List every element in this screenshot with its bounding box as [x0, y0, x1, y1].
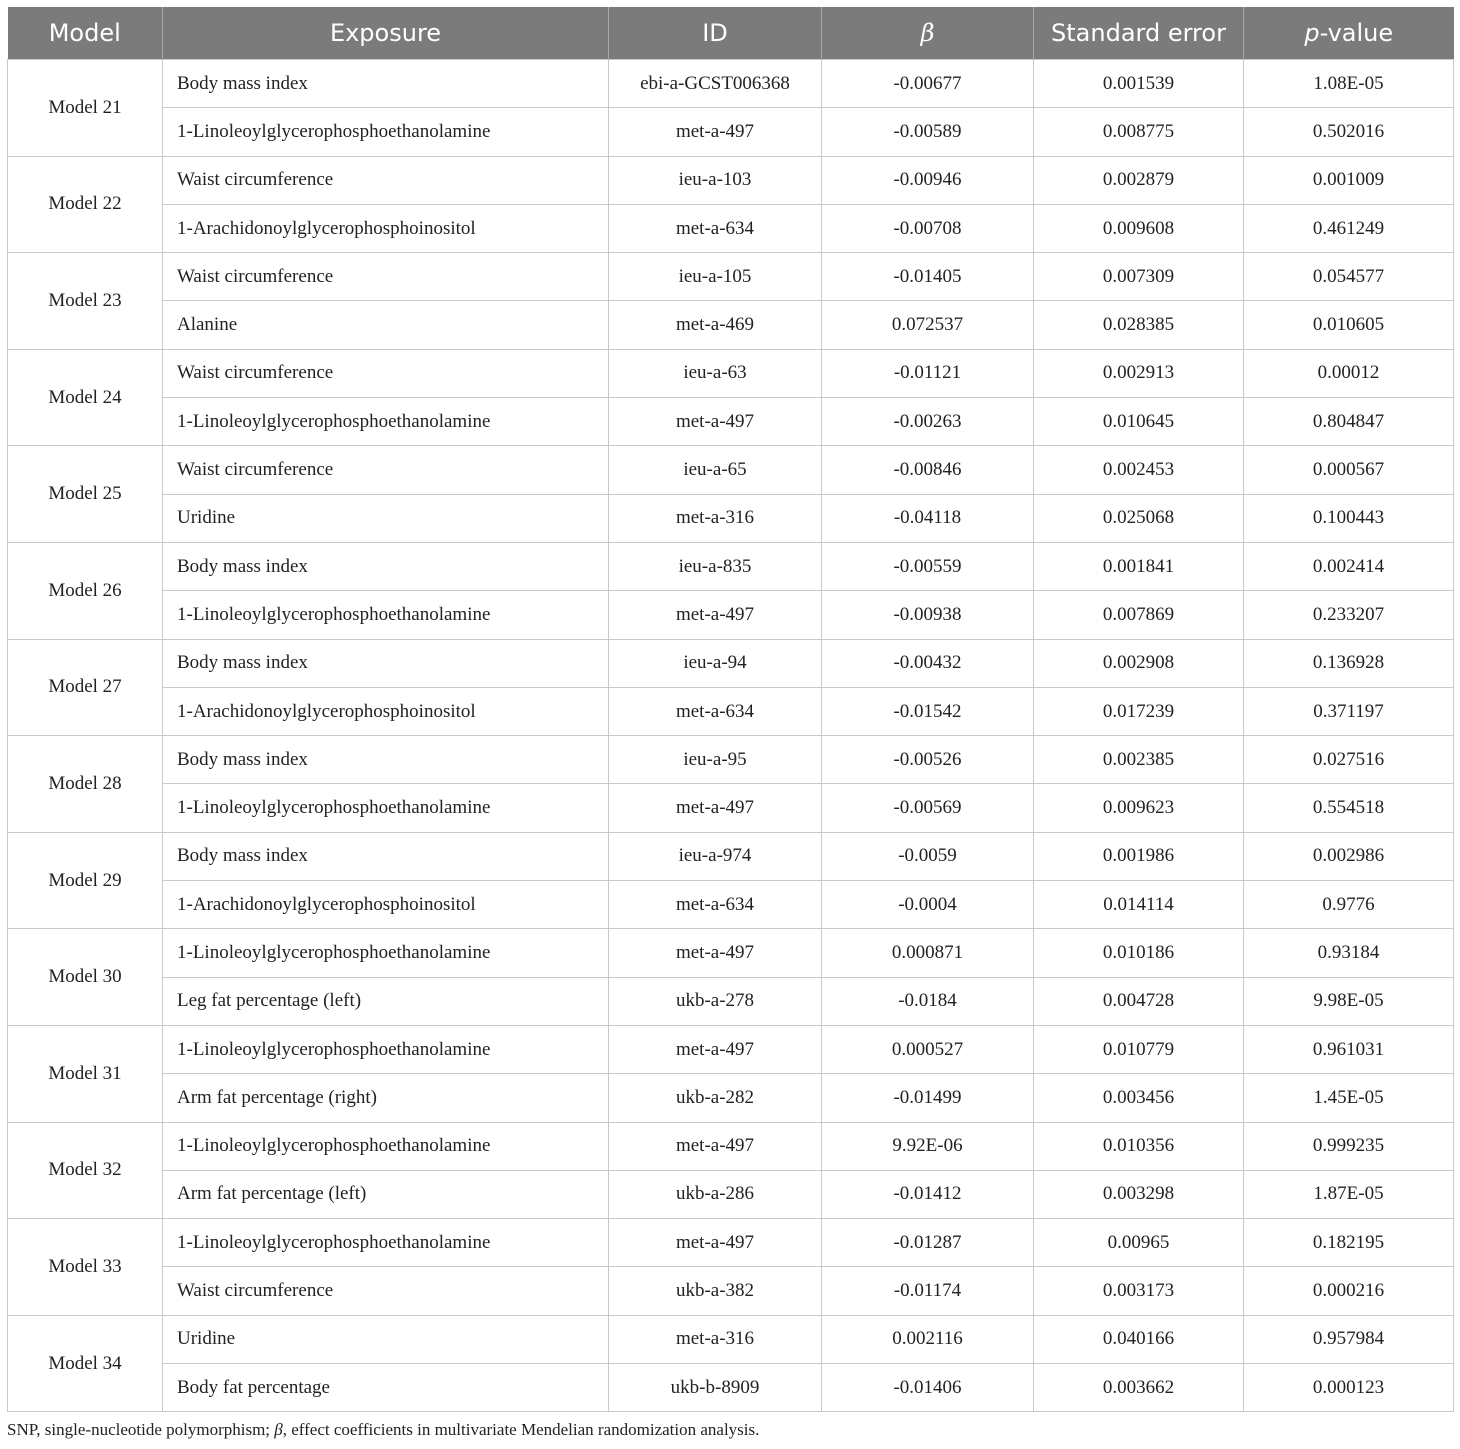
id-cell: met-a-497 [609, 784, 822, 832]
p-value-cell: 0.554518 [1244, 784, 1454, 832]
exposure-cell: 1-Linoleoylglycerophosphoethanolamine [163, 1219, 609, 1267]
beta-cell: -0.00526 [822, 736, 1034, 784]
beta-cell: 0.002116 [822, 1315, 1034, 1363]
standard-error-cell: 0.001539 [1034, 60, 1244, 108]
model-cell: Model 33 [8, 1219, 163, 1316]
standard-error-cell: 0.001986 [1034, 832, 1244, 880]
p-value-cell: 0.961031 [1244, 1025, 1454, 1073]
exposure-cell: 1-Arachidonoylglycerophosphoinositol [163, 687, 609, 735]
p-value-cell: 0.136928 [1244, 639, 1454, 687]
model-cell: Model 31 [8, 1025, 163, 1122]
id-cell: ieu-a-835 [609, 542, 822, 590]
p-value-cell: 0.010605 [1244, 301, 1454, 349]
standard-error-cell: 0.014114 [1034, 881, 1244, 929]
model-cell: Model 21 [8, 60, 163, 157]
standard-error-cell: 0.002913 [1034, 349, 1244, 397]
id-cell: ukb-a-278 [609, 977, 822, 1025]
standard-error-cell: 0.004728 [1034, 977, 1244, 1025]
model-cell: Model 34 [8, 1315, 163, 1412]
exposure-cell: Arm fat percentage (right) [163, 1074, 609, 1122]
id-cell: met-a-469 [609, 301, 822, 349]
id-cell: ukb-a-286 [609, 1170, 822, 1218]
exposure-cell: Uridine [163, 494, 609, 542]
exposure-cell: Body mass index [163, 639, 609, 687]
beta-cell: -0.04118 [822, 494, 1034, 542]
standard-error-cell: 0.010779 [1034, 1025, 1244, 1073]
beta-cell: -0.00432 [822, 639, 1034, 687]
exposure-cell: 1-Arachidonoylglycerophosphoinositol [163, 881, 609, 929]
header-standard-error: Standard error [1034, 7, 1244, 60]
p-value-cell: 0.001009 [1244, 156, 1454, 204]
beta-cell: -0.01499 [822, 1074, 1034, 1122]
table-row [8, 1122, 1454, 1170]
p-value-cell: 0.233207 [1244, 591, 1454, 639]
exposure-cell: 1-Linoleoylglycerophosphoethanolamine [163, 929, 609, 977]
exposure-cell: Waist circumference [163, 253, 609, 301]
table-row [8, 832, 1454, 880]
beta-cell: -0.00677 [822, 60, 1034, 108]
p-value-cell: 0.93184 [1244, 929, 1454, 977]
id-cell: met-a-634 [609, 881, 822, 929]
beta-cell: -0.0059 [822, 832, 1034, 880]
exposure-cell: Arm fat percentage (left) [163, 1170, 609, 1218]
beta-cell: 0.072537 [822, 301, 1034, 349]
beta-cell: 9.92E-06 [822, 1122, 1034, 1170]
id-cell: ieu-a-105 [609, 253, 822, 301]
beta-cell: -0.00938 [822, 591, 1034, 639]
header-row [8, 7, 1454, 60]
table-row [8, 1364, 1454, 1412]
p-value-cell: 0.502016 [1244, 108, 1454, 156]
model-cell: Model 32 [8, 1122, 163, 1219]
exposure-cell: Body mass index [163, 832, 609, 880]
id-cell: met-a-497 [609, 398, 822, 446]
standard-error-cell: 0.003298 [1034, 1170, 1244, 1218]
header-beta: β [822, 7, 1034, 60]
beta-cell: 0.000527 [822, 1025, 1034, 1073]
results-table [7, 7, 1454, 1412]
standard-error-cell: 0.001841 [1034, 542, 1244, 590]
p-value-cell: 1.45E-05 [1244, 1074, 1454, 1122]
p-value-cell: 0.9776 [1244, 881, 1454, 929]
id-cell: met-a-497 [609, 591, 822, 639]
standard-error-cell: 0.002453 [1034, 446, 1244, 494]
exposure-cell: 1-Linoleoylglycerophosphoethanolamine [163, 398, 609, 446]
exposure-cell: Alanine [163, 301, 609, 349]
id-cell: ieu-a-103 [609, 156, 822, 204]
model-cell: Model 22 [8, 156, 163, 253]
standard-error-cell: 0.00965 [1034, 1219, 1244, 1267]
p-value-cell: 0.461249 [1244, 204, 1454, 252]
standard-error-cell: 0.002908 [1034, 639, 1244, 687]
table-row [8, 1025, 1454, 1073]
p-value-cell: 0.182195 [1244, 1219, 1454, 1267]
table-row [8, 881, 1454, 929]
beta-cell: -0.00946 [822, 156, 1034, 204]
beta-cell: -0.00589 [822, 108, 1034, 156]
standard-error-cell: 0.010356 [1034, 1122, 1244, 1170]
beta-cell: -0.00559 [822, 542, 1034, 590]
table-row [8, 591, 1454, 639]
standard-error-cell: 0.007309 [1034, 253, 1244, 301]
standard-error-cell: 0.009623 [1034, 784, 1244, 832]
model-cell: Model 27 [8, 639, 163, 736]
beta-cell: -0.01405 [822, 253, 1034, 301]
footnote-part2: , effect coefficients in multivariate Mendelian randomization analysis. [282, 1420, 760, 1439]
exposure-cell: Waist circumference [163, 446, 609, 494]
table-row [8, 929, 1454, 977]
id-cell: ieu-a-94 [609, 639, 822, 687]
table-row [8, 446, 1454, 494]
standard-error-cell: 0.003456 [1034, 1074, 1244, 1122]
id-cell: met-a-497 [609, 108, 822, 156]
beta-cell: -0.00263 [822, 398, 1034, 446]
exposure-cell: Body mass index [163, 736, 609, 784]
table-row [8, 736, 1454, 784]
standard-error-cell: 0.017239 [1034, 687, 1244, 735]
header-p-suffix: -value [1319, 19, 1394, 47]
table-row [8, 204, 1454, 252]
exposure-cell: 1-Linoleoylglycerophosphoethanolamine [163, 784, 609, 832]
id-cell: ukb-a-382 [609, 1267, 822, 1315]
exposure-cell: Body fat percentage [163, 1364, 609, 1412]
beta-cell: -0.01412 [822, 1170, 1034, 1218]
table-row [8, 301, 1454, 349]
header-exposure: Exposure [163, 7, 609, 60]
id-cell: met-a-497 [609, 1025, 822, 1073]
table-row [8, 1074, 1454, 1122]
results-table-container [7, 7, 1453, 1412]
model-cell: Model 29 [8, 832, 163, 929]
beta-cell: -0.01287 [822, 1219, 1034, 1267]
table-row [8, 784, 1454, 832]
beta-cell: -0.0184 [822, 977, 1034, 1025]
beta-cell: -0.00569 [822, 784, 1034, 832]
p-value-cell: 0.002986 [1244, 832, 1454, 880]
standard-error-cell: 0.002385 [1034, 736, 1244, 784]
table-row [8, 253, 1454, 301]
header-p-italic: p [1304, 19, 1320, 47]
standard-error-cell: 0.002879 [1034, 156, 1244, 204]
p-value-cell: 1.08E-05 [1244, 60, 1454, 108]
beta-cell: -0.01174 [822, 1267, 1034, 1315]
id-cell: ieu-a-63 [609, 349, 822, 397]
table-row [8, 156, 1454, 204]
id-cell: met-a-634 [609, 687, 822, 735]
standard-error-cell: 0.010645 [1034, 398, 1244, 446]
table-row [8, 687, 1454, 735]
id-cell: met-a-497 [609, 929, 822, 977]
standard-error-cell: 0.003662 [1034, 1364, 1244, 1412]
standard-error-cell: 0.010186 [1034, 929, 1244, 977]
beta-cell: -0.00846 [822, 446, 1034, 494]
table-row [8, 1315, 1454, 1363]
standard-error-cell: 0.003173 [1034, 1267, 1244, 1315]
exposure-cell: 1-Linoleoylglycerophosphoethanolamine [163, 1122, 609, 1170]
model-cell: Model 30 [8, 929, 163, 1026]
exposure-cell: 1-Linoleoylglycerophosphoethanolamine [163, 591, 609, 639]
p-value-cell: 0.027516 [1244, 736, 1454, 784]
exposure-cell: Body mass index [163, 542, 609, 590]
exposure-cell: Waist circumference [163, 1267, 609, 1315]
standard-error-cell: 0.025068 [1034, 494, 1244, 542]
footnote-part1: SNP, single-nucleotide polymorphism; [7, 1420, 275, 1439]
table-row [8, 1267, 1454, 1315]
table-body [8, 60, 1454, 1412]
beta-cell: -0.00708 [822, 204, 1034, 252]
beta-cell: -0.0004 [822, 881, 1034, 929]
footnote-beta-symbol: β [274, 1420, 283, 1439]
model-cell: Model 26 [8, 542, 163, 639]
table-row [8, 60, 1454, 108]
table-footnote [7, 1420, 1453, 1440]
exposure-cell: Waist circumference [163, 349, 609, 397]
p-value-cell: 0.804847 [1244, 398, 1454, 446]
exposure-cell: Uridine [163, 1315, 609, 1363]
table-row [8, 639, 1454, 687]
id-cell: ukb-a-282 [609, 1074, 822, 1122]
standard-error-cell: 0.007869 [1034, 591, 1244, 639]
beta-cell: 0.000871 [822, 929, 1034, 977]
id-cell: met-a-497 [609, 1219, 822, 1267]
model-cell: Model 28 [8, 736, 163, 833]
id-cell: ieu-a-65 [609, 446, 822, 494]
exposure-cell: Waist circumference [163, 156, 609, 204]
p-value-cell: 0.054577 [1244, 253, 1454, 301]
header-p-value [1244, 7, 1454, 60]
standard-error-cell: 0.040166 [1034, 1315, 1244, 1363]
header-id: ID [609, 7, 822, 60]
p-value-cell: 0.00012 [1244, 349, 1454, 397]
p-value-cell: 9.98E-05 [1244, 977, 1454, 1025]
p-value-cell: 0.957984 [1244, 1315, 1454, 1363]
standard-error-cell: 0.009608 [1034, 204, 1244, 252]
p-value-cell: 0.100443 [1244, 494, 1454, 542]
p-value-cell: 0.002414 [1244, 542, 1454, 590]
id-cell: met-a-316 [609, 494, 822, 542]
table-header [8, 7, 1454, 60]
p-value-cell: 0.999235 [1244, 1122, 1454, 1170]
id-cell: met-a-316 [609, 1315, 822, 1363]
table-row [8, 1170, 1454, 1218]
id-cell: ieu-a-974 [609, 832, 822, 880]
standard-error-cell: 0.008775 [1034, 108, 1244, 156]
p-value-cell: 0.000216 [1244, 1267, 1454, 1315]
exposure-cell: 1-Linoleoylglycerophosphoethanolamine [163, 108, 609, 156]
table-row [8, 1219, 1454, 1267]
header-model: Model [8, 7, 163, 60]
table-row [8, 494, 1454, 542]
model-cell: Model 25 [8, 446, 163, 543]
id-cell: ukb-b-8909 [609, 1364, 822, 1412]
table-row [8, 542, 1454, 590]
id-cell: ieu-a-95 [609, 736, 822, 784]
model-cell: Model 24 [8, 349, 163, 446]
model-cell: Model 23 [8, 253, 163, 350]
p-value-cell: 0.000567 [1244, 446, 1454, 494]
table-row [8, 108, 1454, 156]
exposure-cell: 1-Arachidonoylglycerophosphoinositol [163, 204, 609, 252]
exposure-cell: 1-Linoleoylglycerophosphoethanolamine [163, 1025, 609, 1073]
table-row [8, 977, 1454, 1025]
standard-error-cell: 0.028385 [1034, 301, 1244, 349]
id-cell: met-a-497 [609, 1122, 822, 1170]
exposure-cell: Body mass index [163, 60, 609, 108]
id-cell: ebi-a-GCST006368 [609, 60, 822, 108]
exposure-cell: Leg fat percentage (left) [163, 977, 609, 1025]
table-row [8, 349, 1454, 397]
id-cell: met-a-634 [609, 204, 822, 252]
p-value-cell: 0.371197 [1244, 687, 1454, 735]
beta-cell: -0.01121 [822, 349, 1034, 397]
beta-cell: -0.01542 [822, 687, 1034, 735]
table-row [8, 398, 1454, 446]
p-value-cell: 1.87E-05 [1244, 1170, 1454, 1218]
p-value-cell: 0.000123 [1244, 1364, 1454, 1412]
beta-cell: -0.01406 [822, 1364, 1034, 1412]
